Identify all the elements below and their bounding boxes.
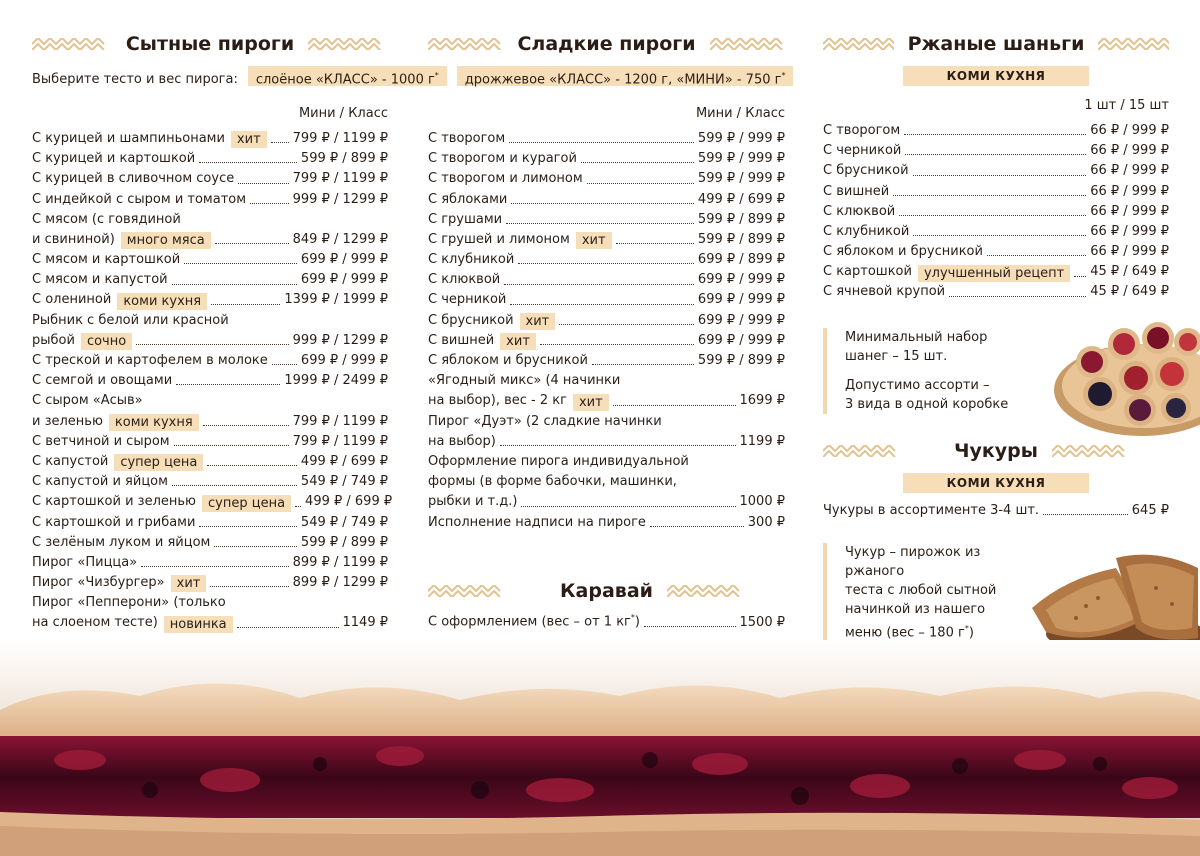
menu-item [823, 161, 1169, 181]
menu-item [428, 270, 785, 290]
item-price: 699 ₽ / 999 ₽ [300, 252, 388, 268]
ornament-icon [428, 585, 546, 597]
sweet-section [428, 28, 785, 633]
sweet-list [428, 129, 785, 533]
item-name-line: Пирог «Пепперони» (только [32, 595, 226, 611]
item-tag-badge: новинка [164, 616, 233, 633]
menu-item [428, 210, 785, 230]
menu-item [823, 121, 1169, 141]
chukury-title-row [823, 435, 1169, 467]
dough-prompt: Выберите тесто и вес пирога: [32, 72, 238, 88]
leader-dots [136, 344, 288, 345]
item-name: С курицей и картошкой [32, 151, 196, 167]
leader-dots [592, 364, 694, 365]
leader-dots [511, 203, 694, 204]
size-header: Мини / Класс [695, 106, 785, 121]
item-price: 45 ₽ / 649 ₽ [1090, 264, 1169, 280]
item-price: 45 ₽ / 649 ₽ [1090, 284, 1169, 300]
item-name: С клюквой [428, 272, 501, 288]
item-name: С зелёным луком и яйцом [32, 534, 211, 550]
item-price: 66 ₽ / 999 ₽ [1090, 183, 1169, 199]
item-price: 699 ₽ / 899 ₽ [697, 252, 785, 268]
item-price: 1500 ₽ [739, 614, 785, 630]
item-price: 1199 ₽ [739, 433, 785, 449]
leader-dots [176, 384, 280, 385]
menu-item [428, 169, 785, 189]
item-price: 599 ₽ / 899 ₽ [697, 231, 785, 247]
item-price: 899 ₽ / 1299 ₽ [292, 575, 388, 591]
savory-list [32, 129, 393, 634]
item-name: С творогом и лимоном [428, 171, 583, 187]
item-tag-badge: хит [576, 232, 612, 249]
menu-item [823, 141, 1169, 161]
item-name: С клюквой [823, 203, 896, 219]
menu-item [32, 533, 388, 553]
item-name: рыбки и т.д.) [428, 494, 518, 510]
item-tag-badge: хит [231, 131, 267, 148]
menu-item [32, 412, 388, 432]
leader-dots [295, 506, 301, 507]
item-name: С творогом и курагой [428, 151, 577, 167]
item-name: С курицей и шампиньонами [32, 130, 225, 146]
item-name: С треской и картофелем в молоке [32, 353, 268, 369]
menu-item [428, 129, 785, 149]
item-price: 66 ₽ / 999 ₽ [1090, 143, 1169, 159]
leader-dots [540, 344, 694, 345]
leader-dots [587, 183, 694, 184]
item-name: С черникой [823, 143, 902, 159]
leader-dots [210, 586, 288, 587]
item-price: 599 ₽ / 999 ₽ [697, 130, 785, 146]
item-name: С картошкой [823, 264, 912, 280]
item-name: С вишней [823, 183, 890, 199]
sweet-title-row [428, 28, 785, 60]
menu-item [823, 283, 1169, 303]
menu-item [428, 513, 785, 533]
item-name-line: С сыром «Асыв» [32, 393, 143, 409]
item-name: С брусникой [823, 163, 909, 179]
ornament-icon [667, 585, 785, 597]
leader-dots [650, 526, 744, 527]
item-tag-badge: хит [520, 313, 556, 330]
item-price: 699 ₽ / 999 ₽ [300, 353, 388, 369]
leader-dots [644, 626, 736, 627]
item-price: 849 ₽ / 1299 ₽ [292, 231, 388, 247]
item-price: 1999 ₽ / 2499 ₽ [284, 373, 388, 389]
menu-item [32, 149, 388, 169]
item-price: 1699 ₽ [739, 393, 785, 409]
item-price: 699 ₽ / 999 ₽ [697, 272, 785, 288]
item-name: Пирог «Пицца» [32, 554, 138, 570]
item-name: С ветчиной и сыром [32, 433, 170, 449]
item-price: 499 ₽ / 699 ₽ [300, 453, 388, 469]
chukury-note: Чукур – пирожок из ржаного теста с любой сытной начинкой из нашего меню (вес – 180 г*) [823, 543, 1033, 642]
item-price: 1000 ₽ [739, 494, 785, 510]
menu-item [428, 311, 785, 331]
item-name: С клубникой [428, 252, 515, 268]
komi-badge: КОМИ КУХНЯ [903, 473, 1089, 493]
menu-item [32, 371, 388, 391]
leader-dots [500, 445, 736, 446]
menu-item [32, 270, 388, 290]
menu-item [32, 553, 388, 573]
menu-item [32, 291, 388, 311]
item-price: 499 ₽ / 699 ₽ [697, 191, 785, 207]
ornament-icon [32, 38, 112, 50]
leader-dots [211, 304, 280, 305]
leader-dots [215, 243, 289, 244]
leader-dots [509, 142, 694, 143]
leader-dots [1043, 514, 1128, 515]
item-name: С индейкой с сыром и томатом [32, 191, 247, 207]
item-name: С яблоком и брусникой [428, 353, 588, 369]
item-price: 799 ₽ / 1199 ₽ [292, 433, 388, 449]
shangi-list [823, 121, 1169, 303]
menu-item [428, 250, 785, 270]
item-price: 799 ₽ / 1199 ₽ [292, 171, 388, 187]
leader-dots [1074, 276, 1086, 277]
item-price: 699 ₽ / 999 ₽ [697, 292, 785, 308]
item-price: 599 ₽ / 999 ₽ [697, 151, 785, 167]
menu-item [32, 492, 393, 512]
leader-dots [199, 162, 297, 163]
note-line: Допустимо ассорти – [845, 377, 990, 393]
leader-dots [616, 243, 694, 244]
item-price: 66 ₽ / 999 ₽ [1090, 244, 1169, 260]
leader-dots [250, 203, 289, 204]
item-price: 599 ₽ / 899 ₽ [300, 151, 388, 167]
item-price: 499 ₽ / 699 ₽ [305, 494, 393, 510]
menu-item [428, 432, 785, 452]
menu-item [32, 331, 388, 351]
item-name-line: «Ягодный микс» (4 начинки [428, 373, 621, 389]
menu-item [32, 129, 388, 149]
leader-dots [172, 284, 297, 285]
menu-item [823, 242, 1169, 262]
leader-dots [581, 162, 694, 163]
leader-dots [141, 566, 288, 567]
savory-title-row [32, 28, 388, 60]
menu-item [428, 190, 785, 210]
item-price: 999 ₽ / 1299 ₽ [292, 332, 388, 348]
shangi-title-row [823, 28, 1169, 60]
karavai-title-row [428, 575, 785, 607]
menu-item [823, 202, 1169, 222]
karavai-title: Каравай [560, 579, 653, 602]
komi-badge: КОМИ КУХНЯ [903, 66, 1089, 86]
item-name-line: С мясом (с говядиной [32, 211, 181, 227]
leader-dots [893, 195, 1086, 196]
item-price: 1149 ₽ [342, 615, 388, 631]
item-name: С клубникой [823, 223, 910, 239]
leader-dots [207, 465, 297, 466]
item-price: 66 ₽ / 999 ₽ [1090, 122, 1169, 138]
item-name: Пирог «Чизбургер» [32, 575, 165, 591]
leader-dots [174, 445, 289, 446]
leader-dots [987, 255, 1086, 256]
item-price: 66 ₽ / 999 ₽ [1090, 203, 1169, 219]
item-price: 799 ₽ / 1199 ₽ [292, 413, 388, 429]
leader-dots [518, 263, 694, 264]
item-price: 66 ₽ / 999 ₽ [1090, 163, 1169, 179]
leader-dots [172, 485, 297, 486]
leader-dots [949, 296, 1086, 297]
item-name: Исполнение надписи на пироге [428, 514, 646, 530]
menu-item [428, 391, 785, 411]
menu-item [428, 492, 785, 512]
note-line: Минимальный набор [845, 329, 988, 345]
menu-item [32, 432, 388, 452]
item-name: С вишней [428, 332, 495, 348]
ornament-icon [710, 38, 785, 50]
leader-dots [238, 183, 288, 184]
item-tag-badge: коми кухня [117, 293, 207, 310]
item-name: рыбой [32, 332, 75, 348]
menu-item [428, 613, 785, 633]
leader-dots [214, 546, 297, 547]
savory-title: Сытные пироги [125, 33, 295, 55]
ornament-icon [428, 38, 503, 50]
menu-item [32, 230, 388, 250]
item-price: 549 ₽ / 749 ₽ [300, 474, 388, 490]
item-name: С творогом [823, 122, 901, 138]
item-name: на выбор), вес - 2 кг [428, 393, 567, 409]
leader-dots [504, 284, 694, 285]
item-price: 66 ₽ / 999 ₽ [1090, 223, 1169, 239]
sweet-title: Сладкие пироги [517, 33, 696, 55]
size-header: 1 шт / 15 шт [1084, 98, 1169, 113]
item-name: С курицей в сливочном соусе [32, 171, 235, 187]
menu-item [428, 331, 785, 351]
item-name: Чукуры в ассортименте 3-4 шт. [823, 502, 1040, 518]
item-price: 899 ₽ / 1199 ₽ [292, 554, 388, 570]
note-line: 3 вида в одной коробке [845, 396, 1009, 412]
leader-dots [184, 263, 297, 264]
item-price: 999 ₽ / 1299 ₽ [292, 191, 388, 207]
item-price: 799 ₽ / 1199 ₽ [292, 130, 388, 146]
leader-dots [199, 526, 296, 527]
menu-item [32, 472, 388, 492]
leader-dots [559, 324, 694, 325]
item-price: 699 ₽ / 999 ₽ [697, 312, 785, 328]
note-line [845, 366, 1043, 376]
item-name-line: Рыбник с белой или красной [32, 312, 229, 328]
menu-item [428, 230, 785, 250]
note-line: шанег – 15 шт. [845, 348, 948, 364]
item-tag-badge: хит [573, 394, 609, 411]
item-price: 549 ₽ / 749 ₽ [300, 514, 388, 530]
ornament-icon [308, 38, 388, 50]
item-name: С черникой [428, 292, 507, 308]
item-tag-badge: супер цена [114, 454, 203, 471]
item-name: С картошкой и зеленью [32, 494, 196, 510]
savory-section [32, 28, 393, 634]
leader-dots [203, 425, 289, 426]
item-price: 699 ₽ / 999 ₽ [300, 272, 388, 288]
menu-item [32, 513, 388, 533]
ornament-icon [1052, 445, 1169, 457]
item-tag-badge: коми кухня [109, 414, 199, 431]
ornament-icon [823, 445, 940, 457]
item-price: 645 ₽ [1131, 502, 1169, 518]
item-name-line: формы (в форме бабочки, машинки, [428, 474, 677, 490]
leader-dots [913, 175, 1087, 176]
leader-dots [613, 405, 736, 406]
ornament-icon [823, 38, 894, 50]
menu-item [428, 291, 785, 311]
item-name: С оформлением (вес – от 1 кг*) [428, 613, 640, 630]
dough-option-puff[interactable]: слоёное «КЛАСС» - 1000 г* [248, 66, 447, 86]
dough-option-yeast[interactable]: дрожжевое «КЛАСС» - 1200 г, «МИНИ» - 750 г* [457, 66, 794, 86]
size-header: Мини / Класс [298, 106, 388, 121]
item-name: С мясом и капустой [32, 272, 168, 288]
item-name: С яблоками [428, 191, 508, 207]
item-price: 599 ₽ / 899 ₽ [697, 211, 785, 227]
leader-dots [506, 223, 694, 224]
leader-dots [510, 304, 694, 305]
ornament-icon [1098, 38, 1169, 50]
leader-dots [521, 506, 735, 507]
menu-item [32, 190, 388, 210]
item-name: на выбор) [428, 433, 496, 449]
item-name-line: Оформление пирога индивидуальной [428, 454, 689, 469]
menu-item [823, 262, 1169, 282]
item-name: С семгой и овощами [32, 373, 173, 389]
item-tag-badge: улучшенный рецепт [918, 265, 1070, 282]
item-name: С яблоком и брусникой [823, 244, 983, 260]
item-name: на слоеном тесте) [32, 615, 158, 631]
leader-dots [237, 627, 339, 628]
item-name: и свининой) [32, 231, 115, 247]
menu-item [32, 169, 388, 189]
item-name: С капустой [32, 453, 109, 469]
item-name: С грушами [428, 211, 503, 227]
item-name: С брусникой [428, 312, 514, 328]
menu-item [823, 182, 1169, 202]
item-name: С мясом и картошкой [32, 252, 181, 268]
item-tag-badge: сочно [81, 333, 132, 350]
item-name: С картошкой и грибами [32, 514, 196, 530]
shangi-note [823, 328, 1043, 414]
item-name: и зеленью [32, 413, 103, 429]
leader-dots [899, 215, 1086, 216]
chukury-title: Чукуры [954, 439, 1038, 462]
leader-dots [913, 235, 1086, 236]
item-name: С грушей и лимоном [428, 231, 570, 247]
shangi-photo [1052, 308, 1200, 438]
item-name: С капустой и яйцом [32, 474, 168, 490]
item-price: 1399 ₽ / 1999 ₽ [284, 292, 388, 308]
menu-item [428, 149, 785, 169]
item-tag-badge: много мяса [121, 232, 211, 249]
menu-item [32, 614, 388, 634]
item-tag-badge: хит [171, 575, 207, 592]
menu-item [428, 351, 785, 371]
menu-item [32, 351, 388, 371]
menu-item [32, 573, 388, 593]
item-price: 599 ₽ / 899 ₽ [300, 534, 388, 550]
menu-item [823, 501, 1169, 521]
item-name: С ячневой крупой [823, 284, 946, 300]
menu-item [32, 250, 388, 270]
item-price: 699 ₽ / 999 ₽ [697, 332, 785, 348]
berry-pie-photo [0, 640, 1200, 856]
item-price: 599 ₽ / 999 ₽ [697, 171, 785, 187]
menu-item [32, 452, 388, 472]
item-price: 300 ₽ [747, 514, 785, 530]
leader-dots [272, 364, 297, 365]
chukury-list [823, 501, 1169, 521]
item-price: 599 ₽ / 899 ₽ [697, 353, 785, 369]
leader-dots [904, 134, 1086, 135]
item-name-line: Пирог «Дуэт» (2 сладкие начинки [428, 413, 662, 429]
leader-dots [271, 142, 289, 143]
menu-item [823, 222, 1169, 242]
shangi-title: Ржаные шаньги [907, 33, 1085, 55]
item-name: С олениной [32, 292, 112, 308]
item-tag-badge: хит [500, 333, 536, 350]
item-name: С творогом [428, 130, 506, 146]
leader-dots [905, 154, 1086, 155]
item-tag-badge: супер цена [202, 495, 291, 512]
